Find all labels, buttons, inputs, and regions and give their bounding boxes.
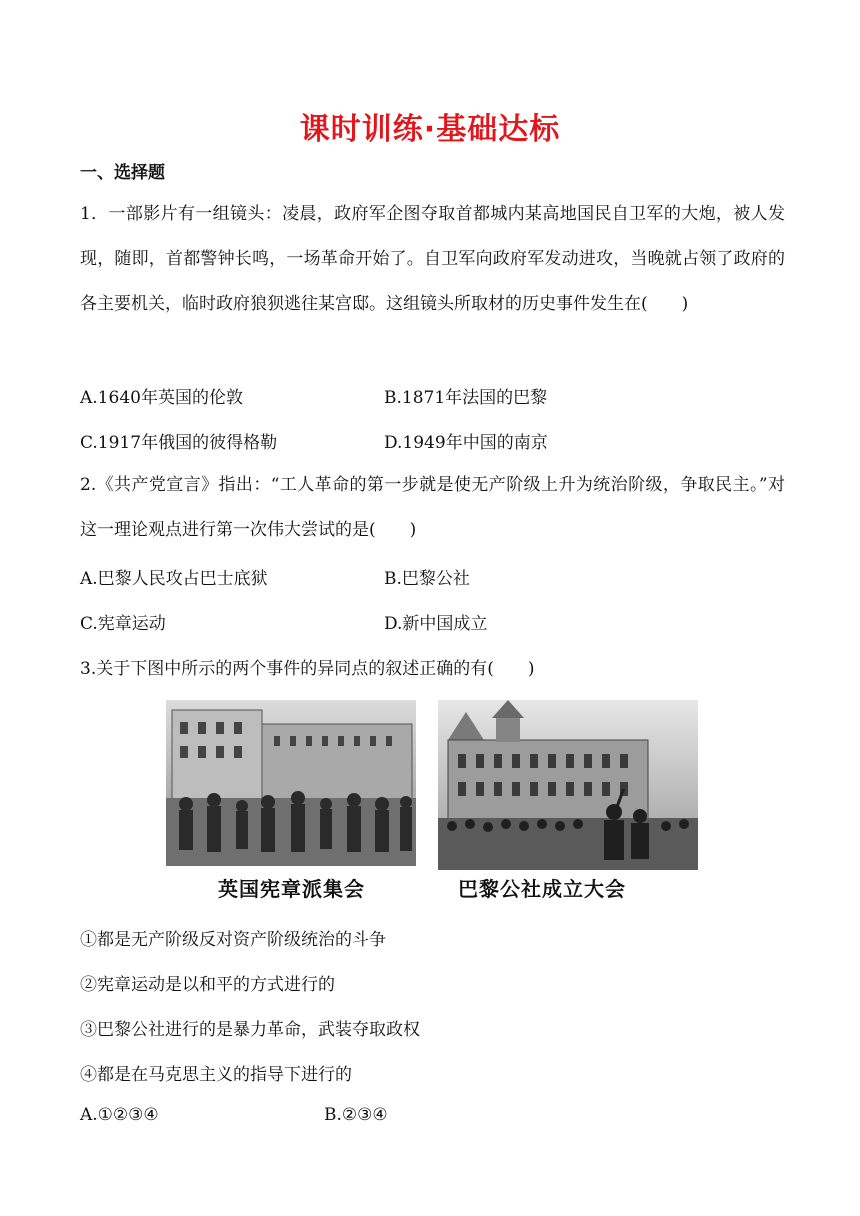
q3-statement-2: ②宪章运动是以和平的方式进行的	[80, 975, 335, 995]
section-heading: 一、选择题	[80, 163, 165, 183]
q3-option-b: B.②③④	[324, 1105, 388, 1125]
q2-stem: 2.《共产党宣言》指出：“工人革命的第一步就是使无产阶级上升为统治阶级，争取民主。”对这一理论观点进行第一次伟大尝试的是( )	[80, 475, 785, 540]
q2-option-b: B.巴黎公社	[384, 569, 470, 589]
q1-option-d: D.1949年中国的南京	[384, 433, 548, 453]
chartist-meeting-image	[166, 700, 416, 866]
q3-statement-3: ③巴黎公社进行的是暴力革命，武装夺取政权	[80, 1020, 420, 1040]
page-title: 课时训练·基础达标	[299, 112, 561, 147]
q1-option-a: A.1640年英国的伦敦	[80, 388, 243, 408]
q2-option-a: A.巴黎人民攻占巴士底狱	[80, 569, 268, 589]
q3-statement-4: ④都是在马克思主义的指导下进行的	[80, 1065, 352, 1085]
q3-statement-1: ①都是无产阶级反对资产阶级统治的斗争	[80, 930, 386, 950]
q2-option-c: C.宪章运动	[80, 614, 166, 634]
paris-commune-image	[438, 700, 698, 870]
q2-option-d: D.新中国成立	[384, 614, 488, 634]
q3-figure	[166, 700, 698, 900]
caption-chartist: 英国宪章派集会	[218, 877, 365, 901]
caption-paris-commune: 巴黎公社成立大会	[458, 877, 626, 901]
q3-images	[166, 700, 698, 870]
q3-option-a: A.①②③④	[80, 1105, 159, 1125]
q1-stem: 1．一部影片有一组镜头：凌晨，政府军企图夺取首都城内某高地国民自卫军的大炮，被人发现，随即，首都警钟长鸣，一场革命开始了。自卫军向政府军发动进攻，当晚就占领了政府的各主要机关，临时政府狼狈逃往某宫邸。这组镜头所取材的历史事件发生在( )	[80, 204, 785, 314]
q3-stem: 3.关于下图中所示的两个事件的异同点的叙述正确的有( )	[80, 659, 535, 679]
q1-option-b: B.1871年法国的巴黎	[384, 388, 548, 408]
q1-option-c: C.1917年俄国的彼得格勒	[80, 433, 278, 453]
